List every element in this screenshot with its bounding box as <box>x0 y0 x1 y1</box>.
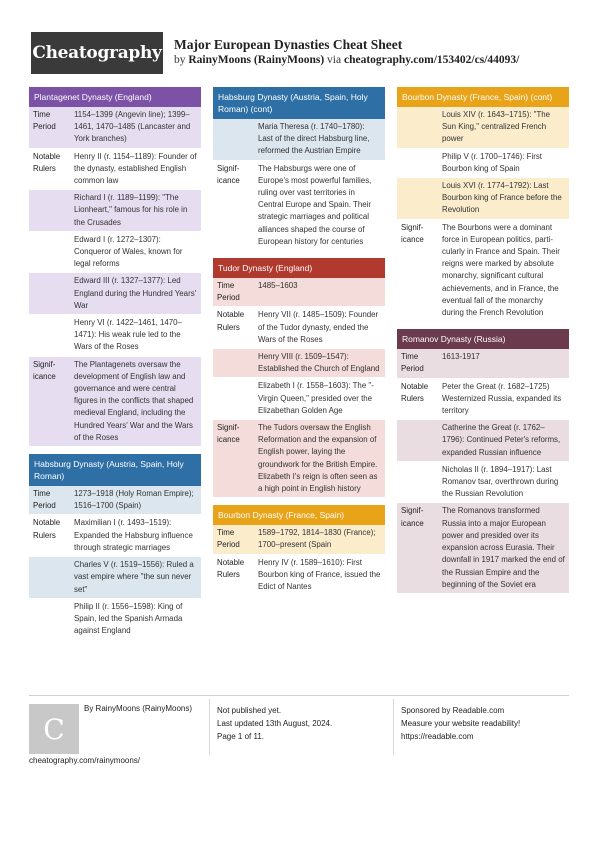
row-value: Henry VI (r. 1422–1461, 1470–1471): His weak rule led to the Wars of the Roses <box>74 318 182 352</box>
sponsor-tagline: Measure your website readability! <box>401 719 521 728</box>
section-header: Plantagenet Dynasty (England) <box>29 87 201 107</box>
footer-divider-1 <box>209 699 210 755</box>
sponsor-link[interactable]: https://readable.com <box>401 732 474 741</box>
row-value: 1273–1918 (Holy Roman Empire); 1516–1700 (Spain) <box>74 489 194 511</box>
row-key <box>29 232 70 273</box>
author-link[interactable]: RainyMoons (RainyMoons) <box>188 54 325 66</box>
table-row <box>29 599 201 641</box>
habsburg-cont-section <box>213 87 385 251</box>
table-row <box>397 178 569 220</box>
row-key: Notable Rulers <box>33 151 61 173</box>
section-header: Habsburg Dynasty (Austria, Spain, Holy Roman) <box>29 454 201 486</box>
row-value: Henry IV (r. 1589–1610): First Bourbon king of France, issued the Edict of Nantes <box>258 557 381 592</box>
column-2 <box>213 87 385 603</box>
habsburg-section <box>29 454 201 640</box>
footer-divider <box>29 695 569 696</box>
table-row <box>29 190 201 232</box>
via-text: via <box>327 54 342 66</box>
row-key <box>29 273 70 314</box>
row-key: Time Period <box>401 352 424 374</box>
row-key <box>29 557 70 598</box>
row-value: Edward III (r. 1327–1377): Led England during the Hundred Years' War <box>74 276 197 310</box>
table-row <box>213 349 385 378</box>
footer-author <box>29 704 204 765</box>
row-key: Notable Rulers <box>401 381 429 403</box>
table-row <box>397 462 569 504</box>
table-row <box>213 119 385 161</box>
footer-meta <box>217 704 392 743</box>
row-value: 1613-1917 <box>442 352 480 362</box>
row-value: Peter the Great (r. 1682–1725) Westernized Russia, expanded its territory <box>442 381 562 416</box>
section-header: Tudor Dynasty (England) <box>213 258 385 278</box>
row-key: Significance <box>33 359 56 381</box>
page-number: Page 1 of 11. <box>217 732 264 741</box>
row-value: Louis XIV (r. 1643–1715): "The Sun King," centralized French power <box>442 110 551 144</box>
row-key: Notable Rulers <box>217 310 245 332</box>
row-key <box>213 349 254 377</box>
row-key: Significance <box>217 423 240 445</box>
footer-divider-2 <box>393 699 394 755</box>
table-row <box>397 503 569 593</box>
row-value: Louis XVI (r. 1774–1792): Last Bourbon king of France before the Revolution <box>442 181 562 215</box>
row-key <box>397 178 438 219</box>
row-value: Catherine the Great (r. 1762–1796): Continued Peter's reforms, expanded Russian influence <box>442 423 561 457</box>
bourbon-section <box>213 505 385 596</box>
sponsor-text[interactable]: Sponsored by Readable.com <box>401 706 505 715</box>
row-key: Time Period <box>217 528 240 550</box>
row-key <box>29 190 70 231</box>
table-row <box>213 525 385 554</box>
table-row <box>213 378 385 420</box>
row-key <box>29 315 70 356</box>
row-key: Significance <box>401 222 424 244</box>
published-status: Not published yet. <box>217 706 282 715</box>
row-value: 1589–1792, 1814–1830 (France); 1700–present (Spain <box>258 528 376 550</box>
section-header: Bourbon Dynasty (France, Spain) (cont) <box>397 87 569 107</box>
table-row <box>397 107 569 149</box>
row-value: The Plantagenets oversaw the development of English law and governance and were central figures in the conflicts that shaped medieval England, including the Hundred Years' War and the Wars of the Roses <box>74 359 194 442</box>
footer-sponsor <box>401 704 576 743</box>
row-key <box>29 599 70 640</box>
table-row <box>213 420 385 498</box>
cheatography-logo[interactable]: Cheatography <box>31 32 163 74</box>
table-row <box>29 273 201 315</box>
row-value: Henry VIII (r. 1509–1547): Established the Church of England <box>258 352 380 374</box>
plantagenet-section <box>29 87 201 447</box>
table-row <box>29 232 201 274</box>
row-key <box>397 420 438 461</box>
row-key: Time Period <box>217 281 240 303</box>
table-row <box>29 357 201 447</box>
table-row <box>29 557 201 599</box>
column-1 <box>29 87 201 647</box>
section-header: Romanov Dynasty (Russia) <box>397 329 569 349</box>
page-title: Major European Dynasties Cheat Sheet <box>174 37 403 52</box>
profile-link[interactable]: cheatography.com/rainymoons/ <box>29 756 141 765</box>
footer-by[interactable]: By RainyMoons (RainyMoons) <box>84 704 193 713</box>
table-row <box>397 379 569 421</box>
table-row <box>29 486 201 515</box>
row-value: Nicholas II (r. 1894–1917): Last Romanov tsar, overthrown during the Russian Revolution <box>442 464 559 499</box>
romanov-section <box>397 329 569 594</box>
by-prefix: by <box>174 54 186 66</box>
table-row <box>29 315 201 357</box>
row-value: Elizabeth I (r. 1558–1603): The "- Virgin Queen," presided over the Elizabethan Golden Age <box>258 381 374 415</box>
tudor-section <box>213 258 385 498</box>
table-row <box>29 149 201 191</box>
row-key: Significance <box>217 163 240 185</box>
table-row <box>397 220 569 323</box>
row-key <box>397 149 438 177</box>
row-value: Henry VII (r. 1485–1509): Founder of the Tudor dynasty, ended the Wars of the Roses <box>258 310 379 344</box>
row-key: Significance <box>401 506 424 528</box>
row-value: Charles V (r. 1519–1556): Ruled a vast empire where "the sun never set" <box>74 560 194 594</box>
section-header: Habsburg Dynasty (Austria, Spain, Holy Roman) (cont) <box>213 87 385 119</box>
row-value: Philip V (r. 1700–1746): First Bourbon king of Spain <box>442 151 542 173</box>
row-value: The Romanovs transformed Russia into a major European power and presided over its expansion across Eurasia. Their downfall in 1917 marked the end of the Russian Empire and the beginning of the Soviet era <box>442 506 565 589</box>
row-value: Maximilian I (r. 1493–1519): Expanded the Habsburg influence through strategic marriages <box>74 518 193 552</box>
row-key: Time Period <box>33 110 56 132</box>
row-key <box>213 378 254 419</box>
column-3 <box>397 87 569 601</box>
row-value: Edward I (r. 1272–1307): Conqueror of Wales, known for legal reforms <box>74 234 183 269</box>
row-value: 1154–1399 (Angevin line); 1399–1461, 1470–1485 (Lancaster and York branches) <box>74 110 191 144</box>
row-value: 1485–1603 <box>258 281 298 291</box>
table-row <box>213 161 385 251</box>
section-header: Bourbon Dynasty (France, Spain) <box>213 505 385 525</box>
row-key <box>397 107 438 148</box>
bourbon-cont-section <box>397 87 569 322</box>
table-row <box>213 307 385 349</box>
table-row <box>29 107 201 149</box>
avatar[interactable]: C <box>29 704 79 754</box>
table-row <box>397 149 569 178</box>
row-value: Henry II (r. 1154–1189): Founder of the dynasty, established English common law <box>74 151 197 186</box>
row-value: The Bourbons were a dominant force in European politics, particularly in France and Spain. Their reigns were marked by absolute monarchy, significant cultural achievements, and in France, the eventual fall of the monarchy during the French Revolution <box>442 222 560 318</box>
last-updated: Last updated 13th August, 2024. <box>217 719 333 728</box>
row-value: Philip II (r. 1556–1598): King of Spain, led the Spanish Armada against England <box>74 601 183 636</box>
table-row <box>213 555 385 597</box>
row-key <box>213 119 254 160</box>
row-key: Notable Rulers <box>217 557 245 579</box>
row-key: Time Period <box>33 489 56 511</box>
row-key <box>397 462 438 503</box>
table-row <box>213 278 385 307</box>
row-value: Maria Theresa (r. 1740–1780): Last of the direct Habsburg line, reformed the Austrian Empire <box>258 122 370 156</box>
row-value: The Tudors oversaw the English Reformation and the expansion of English power, laying the groundwork for the British Empire. Elizabeth I's reign is often seen as a high point in English history <box>258 423 378 494</box>
sheet-url[interactable]: cheatography.com/153402/cs/44093/ <box>343 54 520 66</box>
table-row <box>397 349 569 378</box>
table-row <box>29 515 201 557</box>
row-value: The Habsburgs were one of Europe's most powerful families, ruling over vast territories in Central Europe and Spain. Their strategic marriages and political alliances shaped the course of European history for centuries <box>258 163 372 246</box>
byline <box>174 54 519 66</box>
row-value: Richard I (r. 1189–1199): "The Lionheart," famous for his role in the Crusades <box>74 193 188 227</box>
table-row <box>397 420 569 462</box>
row-key: Notable Rulers <box>33 518 61 540</box>
